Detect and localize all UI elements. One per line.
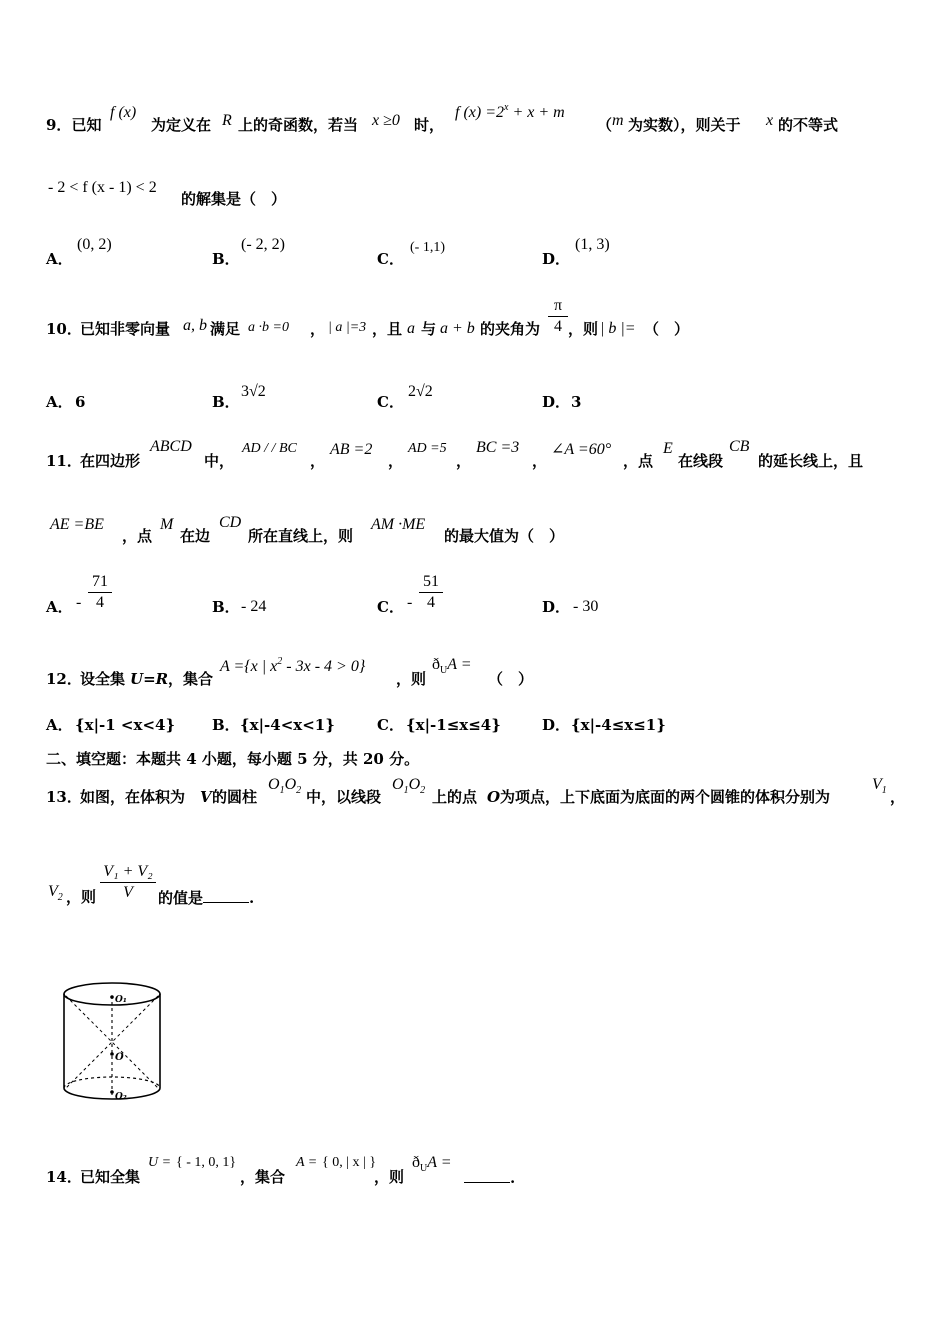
q13-V: V: [200, 788, 212, 806]
q11-text-2: 中，: [204, 452, 235, 470]
q11-option-c-fraction: [419, 572, 443, 613]
q13-comma: ，: [890, 788, 906, 806]
q9-x: x: [766, 112, 774, 129]
q11-CB: CB: [729, 438, 750, 455]
q12-complement: [432, 656, 472, 674]
q14-comp-sub: U: [420, 1163, 428, 1174]
q12-set-base: A ={x | x: [220, 658, 278, 675]
q11-option-c-den: 4: [427, 594, 435, 611]
q9-option-d-value: (1, 3): [575, 236, 610, 253]
q9-option-a-label[interactable]: A．: [46, 250, 73, 268]
q14-complement: [412, 1154, 452, 1172]
point-o: [110, 1052, 114, 1056]
q12-option-a-value: {x|-1 <x<4}: [75, 716, 176, 734]
q9-text-5: 为实数），则关于: [628, 116, 741, 134]
q13-frac-num: V₁ + V₂: [100, 862, 156, 883]
q12-set-exp: 2: [277, 656, 283, 667]
q9-text-lead: 已知: [71, 116, 102, 134]
q14-answer-blank[interactable]: [464, 1168, 510, 1183]
q11-text-7: 在边: [180, 527, 211, 545]
q13-text-2: 的圆柱: [212, 788, 258, 806]
q13-o1o2-a: [268, 776, 301, 794]
q10-abs-a: | a |=3: [328, 320, 367, 335]
q10-option-c-value: 2√2: [408, 383, 433, 400]
q11-option-a-sign: -: [76, 594, 82, 611]
q11-comma-4: ，: [532, 452, 548, 470]
q11-M: M: [160, 516, 174, 533]
q11-text-4: 在线段: [678, 452, 724, 470]
q11-text-6: ，点: [122, 527, 153, 545]
q9-text-1: 为定义在: [151, 116, 212, 134]
q11-ae: AE =BE: [50, 516, 104, 533]
q12-comp-symbol: ð: [432, 656, 440, 673]
q11-ab: AB =2: [330, 441, 373, 458]
q10-comma: ，: [310, 320, 326, 338]
q11-option-a-fraction: [88, 572, 112, 613]
q10-a: a: [407, 320, 415, 337]
q12-universe: U=R: [130, 670, 169, 688]
q12-option-d-label[interactable]: D．: [542, 716, 571, 734]
q12-comp-sub: U: [440, 665, 448, 676]
q10-ab: a, b: [183, 317, 207, 334]
q11-option-a-den: 4: [96, 594, 104, 611]
q13-o2-b: O: [408, 776, 421, 793]
q13-fraction: [100, 862, 156, 903]
q9-option-c-value: (- 1,1): [410, 240, 445, 255]
q13-text-1: 如图，在体积为: [80, 788, 186, 806]
q12-option-c-label[interactable]: C．: [377, 716, 404, 734]
q9-number: 9．: [46, 116, 72, 134]
section-2-heading: 二、填空题：本题共 4 小题，每小题 5 分，共 20 分。: [46, 750, 420, 768]
q13-o1-sub: 1: [279, 785, 285, 796]
q14-A-set: { 0, | x | }: [322, 1155, 377, 1170]
q13-text-5: 为项点，上下底面为底面的两个圆锥的体积分别为: [500, 788, 831, 806]
q14-A: A =: [296, 1155, 318, 1170]
label-o2: O₂: [115, 1092, 127, 1102]
q11-option-a-num: 71: [88, 572, 112, 593]
q10-text-5: 的夹角为: [480, 320, 541, 338]
q10-option-a-label[interactable]: A．: [46, 393, 73, 411]
q9-option-c-label[interactable]: C．: [377, 250, 404, 268]
q10-option-b-label[interactable]: B．: [212, 393, 240, 411]
q9-text-4: （: [597, 116, 613, 134]
q12-option-d-value: {x|-4≤x≤1}: [571, 716, 666, 734]
q13-v2: [48, 883, 63, 901]
q10-angle-num: π: [548, 296, 568, 317]
q13-v1: [872, 776, 887, 794]
q10-text-6: ，则: [568, 320, 599, 338]
q11-option-c-num: 51: [419, 572, 443, 593]
q10-angle-fraction: [548, 296, 568, 337]
q12-text-3: ，则: [396, 670, 427, 688]
q10-dot: a ·b =0: [248, 320, 289, 335]
q10-option-d-label[interactable]: D．: [542, 393, 571, 411]
q10-apb: a + b: [440, 320, 475, 337]
q10-text-1: 已知非零向量: [80, 320, 171, 338]
q9-text-6: 的不等式: [778, 116, 839, 134]
q9-R: R: [222, 112, 232, 129]
q12-text-2: ，集合: [168, 670, 214, 688]
q13-v2-sub: 2: [57, 892, 63, 903]
q12-set: [220, 658, 365, 676]
q9-text-3: 时，: [414, 116, 445, 134]
q13-o1-b-sub: 1: [403, 785, 409, 796]
q12-option-a-label[interactable]: A．: [46, 716, 73, 734]
q10-text-2: 满足: [210, 320, 241, 338]
q9-option-b-value: (- 2, 2): [241, 236, 285, 253]
q13-text-4: 上的点: [432, 788, 478, 806]
q10-option-b-value: 3√2: [241, 383, 266, 400]
q9-cond: x ≥0: [372, 112, 400, 129]
q11-text-3: ，点: [623, 452, 654, 470]
q13-text-6: ，则: [66, 888, 97, 906]
q13-frac-den: V: [123, 884, 133, 901]
q10-text-3: ，且: [372, 320, 403, 338]
q9-option-a-value: (0, 2): [77, 236, 112, 253]
q11-comma-2: ，: [388, 452, 404, 470]
q14-number: 14．: [46, 1168, 82, 1186]
q11-parallel: AD / / BC: [242, 441, 297, 456]
q14-U: U =: [148, 1155, 172, 1170]
q11-option-b-label[interactable]: B．: [212, 598, 240, 616]
q11-text-9: 的最大值为（ ）: [444, 527, 565, 545]
q9-option-b-label[interactable]: B．: [212, 250, 240, 268]
q10-angle-den: 4: [554, 318, 562, 335]
q9-def-base: f (x) =2: [455, 104, 504, 121]
q9-text-7: 的解集是（ ）: [181, 190, 287, 208]
q11-dotproduct: AM ·ME: [371, 516, 426, 533]
q13-answer-blank[interactable]: [203, 888, 249, 903]
q11-text-1: 在四边形: [80, 452, 141, 470]
q12-comp-a: A =: [447, 656, 472, 673]
q13-O: O: [487, 788, 501, 806]
q11-bc: BC =3: [476, 439, 520, 456]
q9-def: [455, 104, 565, 122]
q13-text-3: 中，以线段: [306, 788, 382, 806]
q12-option-c-value: {x|-1≤x≤4}: [406, 716, 501, 734]
q12-set-rest: - 3x - 4 > 0}: [282, 658, 366, 675]
q9-text-2: 上的奇函数，若当: [238, 116, 359, 134]
q13-text-8: .: [249, 889, 255, 907]
q12-number: 12．: [46, 670, 82, 688]
q11-option-d-value: - 30: [573, 598, 599, 615]
q9-option-d-label[interactable]: D．: [542, 250, 571, 268]
label-o: O: [115, 1052, 124, 1063]
q11-E: E: [663, 440, 673, 457]
q13-o1o2-b: [392, 776, 425, 794]
q10-abs-b: | b |=: [600, 320, 636, 337]
q11-comma-3: ，: [456, 452, 472, 470]
q14-text-1: 已知全集: [80, 1168, 141, 1186]
q12-option-b-value: {x|-4<x<1}: [240, 716, 335, 734]
q11-option-d-label[interactable]: D．: [542, 598, 571, 616]
q11-ad: AD =5: [408, 441, 447, 456]
q11-comma-1: ，: [310, 452, 326, 470]
q10-option-d-value: 3: [571, 393, 582, 411]
q12-text-4: （ ）: [488, 670, 534, 688]
q13-v1-sub: 1: [881, 785, 887, 796]
q13-number: 13．: [46, 788, 82, 806]
q11-angle: ∠A =60°: [551, 441, 612, 458]
q14-text-2: ，集合: [240, 1168, 286, 1186]
q13-o1-b: O: [392, 776, 404, 793]
q9-def-rest: + x + m: [508, 104, 565, 121]
q14-U-set: { - 1, 0, 1}: [176, 1155, 237, 1170]
q13-text-7: [158, 888, 254, 907]
q11-option-c-label[interactable]: C．: [377, 598, 404, 616]
q11-option-a-label[interactable]: A．: [46, 598, 73, 616]
point-o2: [110, 1090, 114, 1094]
q14-answer: [464, 1168, 515, 1187]
q13-o2-sub: 2: [296, 785, 302, 796]
q13-v1-base: V: [872, 776, 882, 793]
q14-text-4: .: [510, 1169, 516, 1187]
q9-fx: f (x): [110, 104, 137, 121]
q13-o2-b-sub: 2: [420, 785, 426, 796]
cylinder-figure: [56, 978, 168, 1118]
q13-text-7-label: 的值是: [158, 889, 204, 907]
q9-def-exp: x: [504, 102, 509, 113]
q11-option-c-sign: -: [407, 594, 413, 611]
q13-v2-base: V: [48, 883, 58, 900]
label-o1: O₁: [115, 995, 127, 1005]
q12-text-1: 设全集: [80, 670, 126, 688]
q14-comp-symbol: ð: [412, 1154, 420, 1171]
cylinder-top-ellipse: [64, 983, 160, 1005]
q10-option-c-label[interactable]: C．: [377, 393, 404, 411]
q10-text-4: 与: [421, 320, 437, 338]
q11-CD: CD: [219, 514, 242, 531]
q10-text-7: （ ）: [644, 320, 690, 338]
q9-line-1: [46, 116, 101, 134]
q10-number: 10．: [46, 320, 82, 338]
q11-text-5: 的延长线上，且: [758, 452, 864, 470]
q11-text-8: 所在直线上，则: [248, 527, 354, 545]
q13-o2: O: [284, 776, 297, 793]
q13-o1: O: [268, 776, 280, 793]
q12-option-b-label[interactable]: B．: [212, 716, 240, 734]
q11-abcd: ABCD: [150, 438, 192, 455]
q11-option-b-value: - 24: [241, 598, 267, 615]
point-o1: [110, 995, 114, 999]
q11-number: 11．: [46, 452, 82, 470]
q14-comp-a: A =: [427, 1154, 452, 1171]
q14-text-3: ，则: [374, 1168, 405, 1186]
q10-option-a-value: 6: [75, 393, 86, 411]
q9-inequality: - 2 < f (x - 1) < 2: [48, 179, 157, 196]
q9-m: m: [612, 112, 624, 129]
